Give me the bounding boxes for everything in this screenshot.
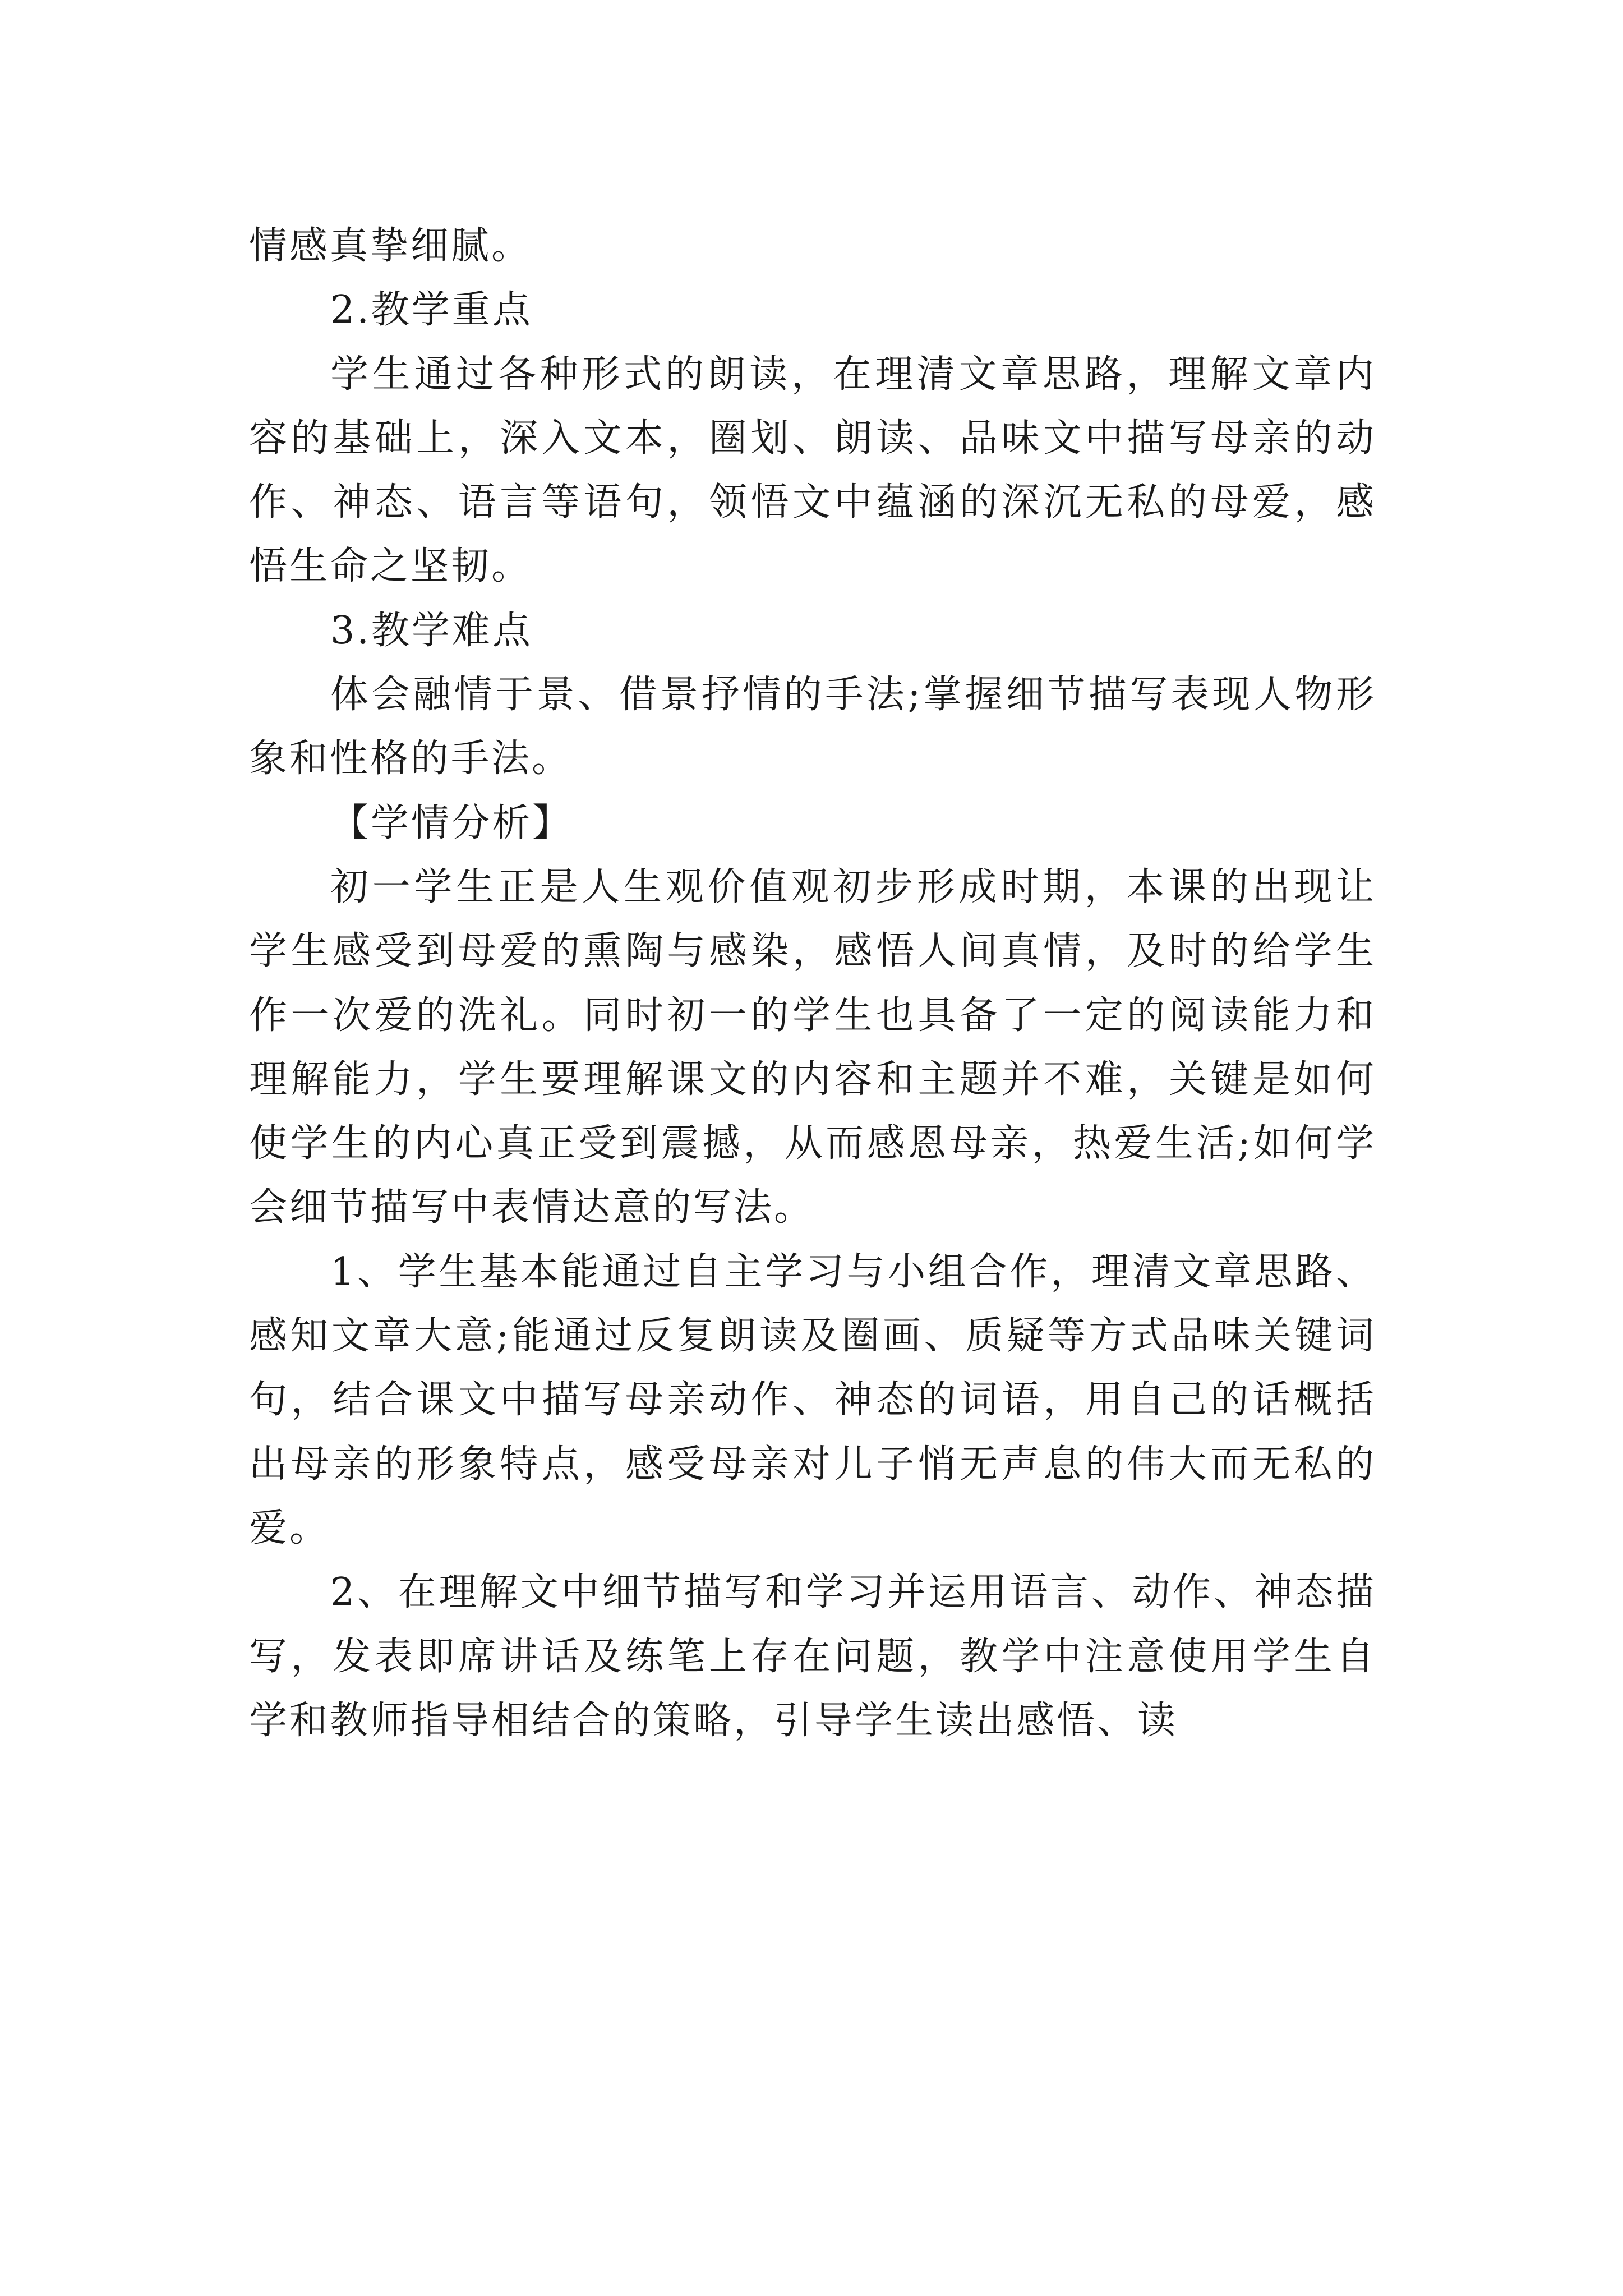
heading-student-analysis: 【学情分析】 bbox=[330, 800, 573, 845]
heading-teaching-difficulty: 3.教学难点 bbox=[330, 608, 533, 653]
document-page bbox=[249, 214, 1376, 1753]
paragraph-point-1: 1、学生基本能通过自主学习与小组合作，理清文章思路、感知文章大意;能通过反复朗读及圈画、质疑等方式品味关键词句，结合课文中描写母亲动作、神态的词语，用自己的话概括出母亲的形象特点，感受母亲对儿子悄无声息的伟大而无私的爱。 bbox=[249, 1249, 1376, 1550]
paragraph-teaching-difficulty: 体会融情于景、借景抒情的手法;掌握细节描写表现人物形象和性格的手法。 bbox=[249, 673, 1376, 781]
paragraph-student-analysis: 初一学生正是人生观价值观初步形成时期，本课的出现让学生感受到母爱的熏陶与感染，感悟人间真情，及时的给学生作一次爱的洗礼。同时初一的学生也具备了一定的阅读能力和理解能力，学生要理解课文的内容和主题并不难，关键是如何使学生的内心真正受到震撼，从而感恩母亲，热爱生活;如何学会细节描写中表情达意的写法。 bbox=[249, 864, 1376, 1230]
heading-teaching-focus: 2.教学重点 bbox=[330, 288, 533, 333]
paragraph-teaching-focus: 学生通过各种形式的朗读，在理清文章思路，理解文章内容的基础上，深入文本，圈划、朗读、品味文中描写母亲的动作、神态、语言等语句，领悟文中蕴涵的深沉无私的母爱，感悟生命之坚韧。 bbox=[249, 352, 1376, 589]
paragraph-1: 情感真挚细腻。 bbox=[249, 224, 532, 268]
paragraph-point-2: 2、在理解文中细节描写和学习并运用语言、动作、神态描写，发表即席讲话及练笔上存在问题，教学中注意使用学生自学和教师指导相结合的策略，引导学生读出感悟、读 bbox=[249, 1570, 1376, 1743]
